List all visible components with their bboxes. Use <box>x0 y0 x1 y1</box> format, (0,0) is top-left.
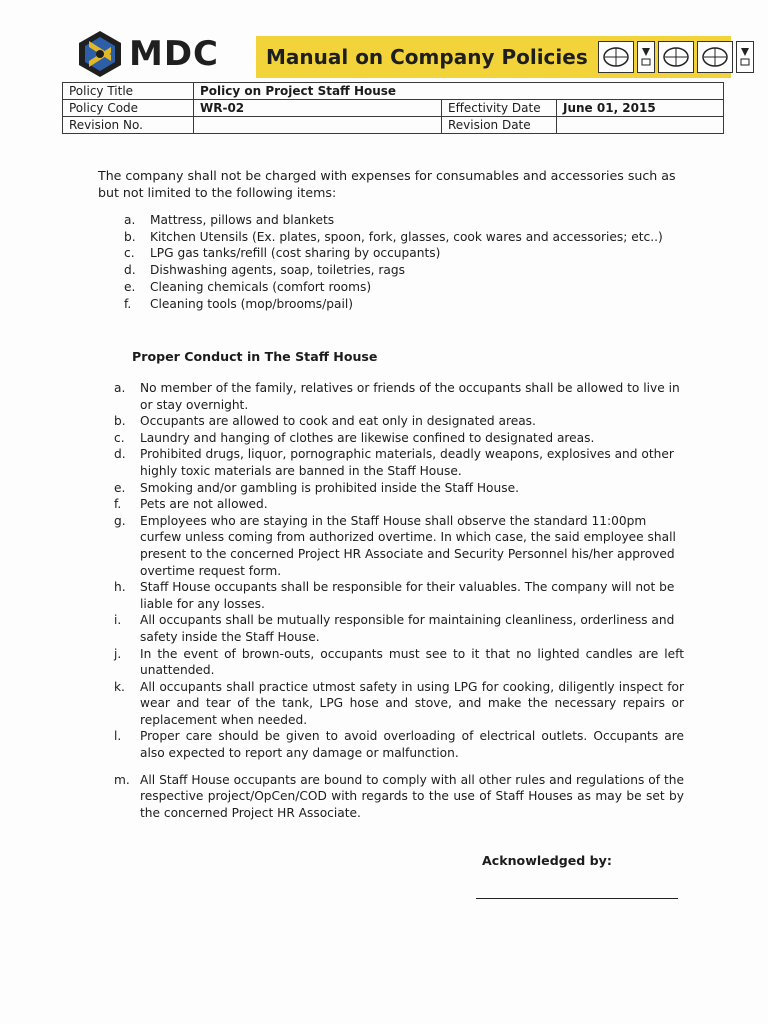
mdc-logo-icon <box>75 29 125 79</box>
list-item <box>124 296 684 313</box>
list-item <box>114 380 684 413</box>
list-item-letter: d. <box>124 263 136 278</box>
list-item <box>114 413 684 430</box>
list-item-text: Dishwashing agents, soap, toiletries, rags <box>150 263 405 278</box>
manual-title: Manual on Company Policies <box>266 45 588 69</box>
list-item-text: Smoking and/or gambling is prohibited inside the Staff House. <box>140 480 519 495</box>
list-item <box>124 229 684 246</box>
list-item <box>124 279 684 296</box>
list-item-text: Prohibited drugs, liquor, pornographic materials, deadly weapons, explosives and other highly toxic materials are banned in the Staff House. <box>140 447 674 478</box>
certification-seal-icon <box>697 41 733 73</box>
list-item-text: Proper care should be given to avoid overloading of electrical outlets. Occupants are also expected to report any damage or malfunction. <box>140 729 684 761</box>
list-item-letter: e. <box>114 480 126 495</box>
list-item-text: All occupants shall practice utmost safety in using LPG for cooking, diligently inspect for wear and tear of the tank, LPG hose and stove, and make the necessary repairs or replacement when needed. <box>140 679 684 727</box>
certification-marks <box>598 41 754 73</box>
list-item-letter: c. <box>124 246 135 261</box>
certification-seal-icon <box>658 41 694 73</box>
list-item-letter: a. <box>114 381 126 395</box>
certification-badge-icon <box>637 41 655 73</box>
list-item-text: Employees who are staying in the Staff House shall observe the standard 11:00pm curfew unless coming from authorized overtime. In which case, the said employee shall present to the concerned Project HR Associate and Security Personnel his/her approved overtime request form. <box>140 513 676 578</box>
list-item-letter: e. <box>124 279 136 294</box>
list-item <box>124 212 684 229</box>
revision-date-label: Revision Date <box>442 117 557 134</box>
certification-seal-icon <box>598 41 634 73</box>
list-item <box>114 612 684 645</box>
list-item-text: Cleaning tools (mop/brooms/pail) <box>150 296 353 311</box>
list-item <box>124 262 684 279</box>
list-item-letter: a. <box>124 213 136 227</box>
list-item-letter: k. <box>114 679 125 694</box>
list-item <box>114 772 684 822</box>
acknowledged-label: Acknowledged by: <box>482 853 612 868</box>
table-row <box>63 83 724 100</box>
list-item-text: Occupants are allowed to cook and eat only in designated areas. <box>140 414 536 429</box>
list-item-letter: j. <box>114 646 122 661</box>
list-item-text: Pets are not allowed. <box>140 497 268 512</box>
list-item-letter: d. <box>114 447 126 462</box>
intro-paragraph: The company shall not be charged with expenses for consumables and accessories such as but not limited to the following items: <box>98 168 676 200</box>
list-item-text: Mattress, pillows and blankets <box>150 213 335 227</box>
list-item-letter: f. <box>114 497 122 512</box>
list-item-letter: c. <box>114 430 125 445</box>
revision-no-label: Revision No. <box>63 117 194 134</box>
certification-badge-icon <box>736 41 754 73</box>
list-item-letter: h. <box>114 580 126 595</box>
effectivity-date-value: June 01, 2015 <box>557 100 724 117</box>
list-item <box>114 679 684 729</box>
list-item <box>124 245 684 262</box>
consumables-list <box>124 212 684 312</box>
list-item-letter: f. <box>124 296 132 311</box>
list-item-letter: b. <box>124 229 136 244</box>
title-banner <box>256 36 731 78</box>
signature-line <box>476 898 678 899</box>
list-item-text: Laundry and hanging of clothes are likewise confined to designated areas. <box>140 430 595 445</box>
logo-wordmark: MDC <box>129 34 220 74</box>
conduct-rules-list <box>114 380 684 821</box>
list-item-letter: b. <box>114 414 126 429</box>
list-item <box>114 496 684 513</box>
list-item-letter: l. <box>114 729 122 744</box>
policy-code-value: WR-02 <box>194 100 442 117</box>
list-item-text: No member of the family, relatives or friends of the occupants shall be allowed to live in or stay overnight. <box>140 381 680 412</box>
table-row <box>63 100 724 117</box>
effectivity-date-label: Effectivity Date <box>442 100 557 117</box>
list-item-text: All Staff House occupants are bound to comply with all other rules and regulations of the respective project/OpCen/COD with regards to the use of Staff Houses as may be set by the concerned Project HR Associate. <box>140 772 684 820</box>
list-item-letter: m. <box>114 772 130 787</box>
revision-no-value <box>194 117 442 134</box>
company-logo <box>75 28 255 80</box>
table-row <box>63 117 724 134</box>
list-item-text: All occupants shall be mutually responsible for maintaining cleanliness, orderliness and safety inside the Staff House. <box>140 613 675 644</box>
policy-code-label: Policy Code <box>63 100 194 117</box>
list-item <box>114 446 684 479</box>
list-item-letter: i. <box>114 613 122 628</box>
revision-date-value <box>557 117 724 134</box>
list-item-text: In the event of brown-outs, occupants must see to it that no lighted candles are left unattended. <box>140 646 684 678</box>
list-item-text: Staff House occupants shall be responsible for their valuables. The company will not be liable for any losses. <box>140 580 675 611</box>
section-heading: Proper Conduct in The Staff House <box>132 349 378 364</box>
list-item-text: LPG gas tanks/refill (cost sharing by occupants) <box>150 246 441 261</box>
list-item <box>114 480 684 497</box>
list-item <box>114 513 684 579</box>
list-item <box>114 646 684 679</box>
policy-info-table <box>62 82 724 134</box>
list-item <box>114 579 684 612</box>
list-item-text: Cleaning chemicals (comfort rooms) <box>150 279 372 294</box>
policy-title-value: Policy on Project Staff House <box>194 83 724 100</box>
list-item-letter: g. <box>114 513 126 528</box>
policy-title-label: Policy Title <box>63 83 194 100</box>
list-item <box>114 430 684 447</box>
list-item <box>114 728 684 761</box>
list-item-text: Kitchen Utensils (Ex. plates, spoon, fork, glasses, cook wares and accessories; etc..) <box>150 229 663 244</box>
